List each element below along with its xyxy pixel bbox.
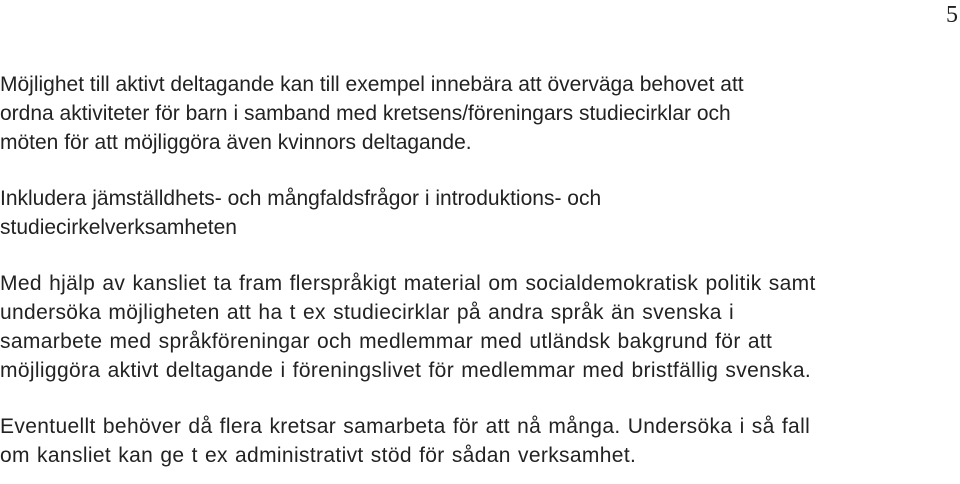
paragraph-equality-questions	[0, 184, 958, 242]
text-line: ordna aktiviteter för barn i samband med kretsens/föreningars studiecirklar och	[0, 102, 731, 125]
page-number: 5	[946, 2, 958, 28]
text-line: möten för att möjliggöra även kvinnors deltagande.	[0, 131, 472, 154]
paragraph-child-activities	[0, 70, 958, 157]
text-line: Med hjälp av kansliet ta fram flerspråkigt material om socialdemokratisk politik samt	[0, 272, 816, 295]
paragraph-gap	[0, 242, 958, 269]
text-line: samarbete med språkföreningar och medlemmar med utländsk bakgrund för att	[0, 330, 773, 353]
paragraph-gap	[0, 157, 958, 184]
text-line: studiecirkelverksamheten	[0, 216, 237, 239]
text-line: om kansliet kan ge t ex administrativt stöd för sådan verksamhet.	[0, 444, 637, 467]
paragraph-multilingual-material	[0, 269, 958, 385]
document-body	[0, 70, 958, 470]
text-line: undersöka möjligheten att ha t ex studiecirklar på andra språk än svenska i	[0, 301, 734, 324]
paragraph-cooperation	[0, 412, 958, 470]
paragraph-gap	[0, 385, 958, 412]
text-line: möjliggöra aktivt deltagande i föreningslivet för medlemmar med bristfällig svenska.	[0, 359, 812, 382]
text-line: Eventuellt behöver då flera kretsar samarbeta för att nå många. Undersöka i så fall	[0, 415, 811, 438]
text-line: Möjlighet till aktivt deltagande kan till exempel innebära att överväga behovet att	[0, 73, 744, 96]
text-line: Inkludera jämställdhets- och mångfaldsfrågor i introduktions- och	[0, 187, 602, 210]
